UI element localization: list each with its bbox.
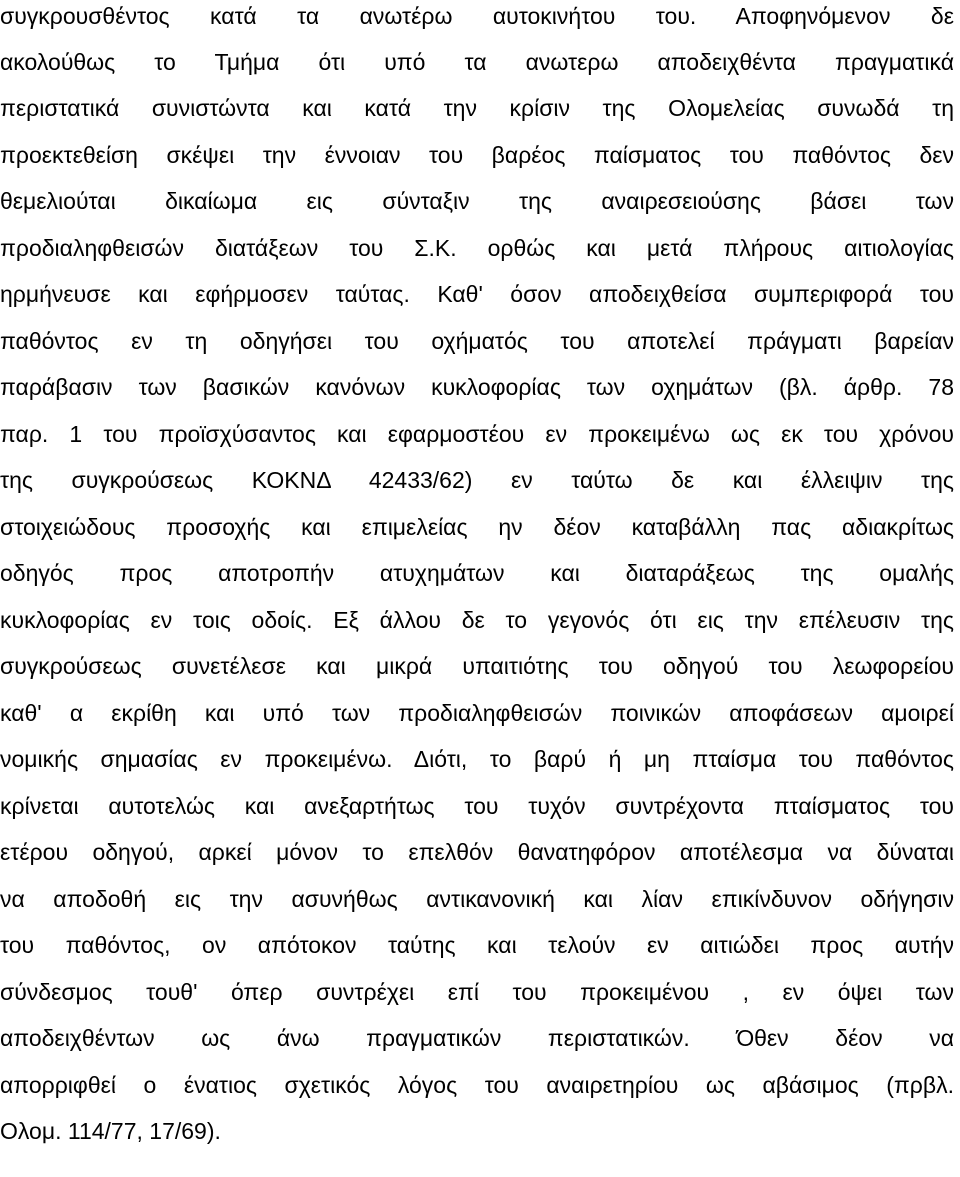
text-line: ετέρου οδηγού, αρκεί μόνον το επελθόν θανατηφόρον αποτέλεσμα να δύναται bbox=[0, 839, 954, 865]
text-line: συγκρουσθέντος κατά τα ανωτέρω αυτοκινήτου του. Αποφηνόμενον δε bbox=[0, 3, 954, 29]
text-line: προδιαληφθεισών διατάξεων του Σ.Κ. ορθώς και μετά πλήρους αιτιολογίας bbox=[0, 235, 954, 261]
text-line: απορριφθεί ο ένατιος σχετικός λόγος του αναιρετηρίου ως αβάσιμος (πρβλ. bbox=[0, 1072, 954, 1098]
text-line: οδηγός προς αποτροπήν ατυχημάτων και διαταράξεως της ομαλής bbox=[0, 560, 954, 586]
text-line: κυκλοφορίας εν τοις οδοίς. Εξ άλλου δε το γεγονός ότι εις την επέλευσιν της bbox=[0, 607, 954, 633]
text-line: ηρμήνευσε και εφήρμοσεν ταύτας. Καθ' όσον αποδειχθείσα συμπεριφορά του bbox=[0, 281, 954, 307]
text-line: νομικής σημασίας εν προκειμένω. Διότι, το βαρύ ή μη πταίσμα του παθόντος bbox=[0, 746, 954, 772]
text-line: στοιχειώδους προσοχής και επιμελείας ην δέον καταβάλλη πας αδιακρίτως bbox=[0, 514, 954, 540]
text-line: περιστατικά συνιστώντα και κατά την κρίσιν της Ολομελείας συνωδά τη bbox=[0, 95, 954, 121]
text-line-last: Ολομ. 114/77, 17/69). bbox=[0, 1118, 221, 1144]
text-line: παράβασιν των βασικών κανόνων κυκλοφορίας των οχημάτων (βλ. άρθρ. 78 bbox=[0, 374, 954, 400]
text-line: σύνδεσμος τουθ' όπερ συντρέχει επί του προκειμένου , εν όψει των bbox=[0, 979, 954, 1005]
text-line: προεκτεθείση σκέψει την έννοιαν του βαρέος παίσματος του παθόντος δεν bbox=[0, 142, 954, 168]
text-line: της συγκρούσεως ΚΟΚΝΔ 42433/62) εν ταύτω δε και έλλειψιν της bbox=[0, 467, 954, 493]
text-line: θεμελιούται δικαίωμα εις σύνταξιν της αναιρεσειούσης βάσει των bbox=[0, 188, 954, 214]
text-line: συγκρούσεως συνετέλεσε και μικρά υπαιτιότης του οδηγού του λεωφορείου bbox=[0, 653, 954, 679]
text-line: παρ. 1 του προϊσχύσαντος και εφαρμοστέου εν προκειμένω ως εκ του χρόνου bbox=[0, 421, 954, 447]
text-line: αποδειχθέντων ως άνω πραγματικών περιστατικών. Όθεν δέον να bbox=[0, 1025, 954, 1051]
text-line: καθ' α εκρίθη και υπό των προδιαληφθεισών ποινικών αποφάσεων αμοιρεί bbox=[0, 700, 954, 726]
text-line: να αποδοθή εις την ασυνήθως αντικανονική και λίαν επικίνδυνον οδήγησιν bbox=[0, 886, 954, 912]
text-line: του παθόντος, ον απότοκον ταύτης και τελούν εν αιτιώδει προς αυτήν bbox=[0, 932, 954, 958]
text-line: κρίνεται αυτοτελώς και ανεξαρτήτως του τυχόν συντρέχοντα πταίσματος του bbox=[0, 793, 954, 819]
text-line: ακολούθως το Τμήμα ότι υπό τα ανωτερω αποδειχθέντα πραγματικά bbox=[0, 49, 954, 75]
text-line: παθόντος εν τη οδηγήσει του οχήματός του αποτελεί πράγματι βαρείαν bbox=[0, 328, 954, 354]
